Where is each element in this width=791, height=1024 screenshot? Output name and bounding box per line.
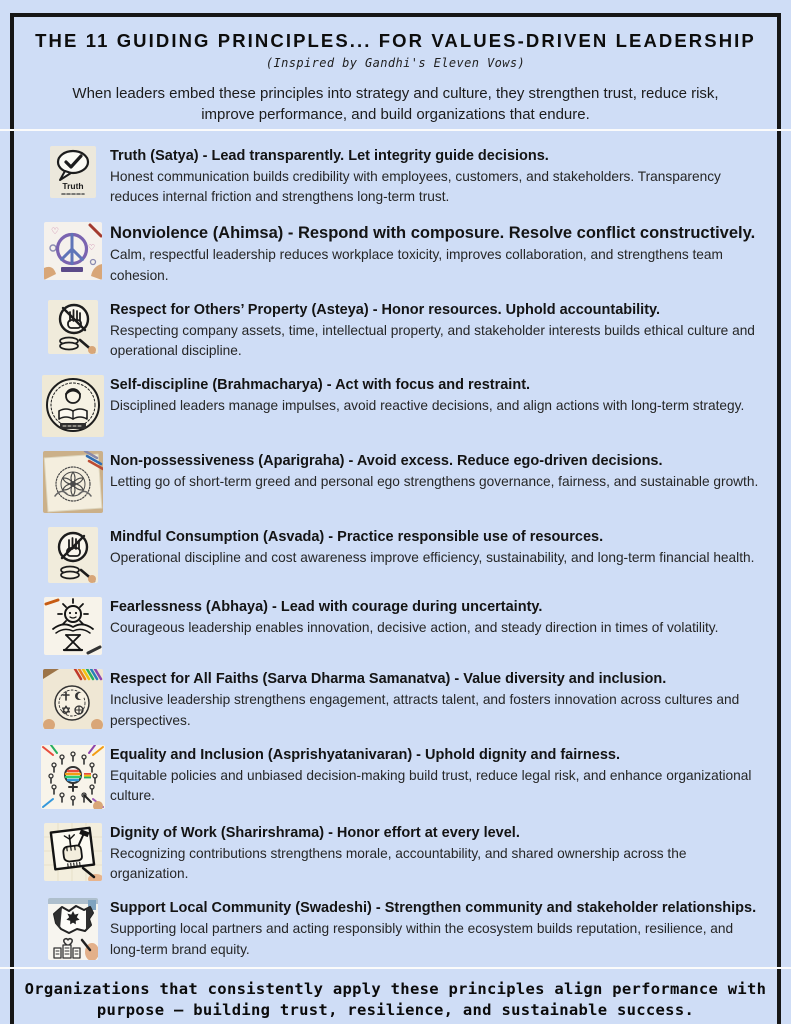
header: [14, 17, 777, 126]
principle-title: Fearlessness (Abhaya) - Lead with courage during uncertainty.: [110, 599, 543, 616]
dignity-of-work-icon: [40, 823, 106, 885]
principles-list: [14, 133, 777, 974]
principle-title: Dignity of Work (Sharirshrama) - Honor effort at every level.: [110, 824, 520, 841]
principle-item-sarva-dharma: [40, 669, 767, 731]
page-title: THE 11 GUIDING PRINCIPLES... FOR VALUES-DRIVEN LEADERSHIP: [35, 30, 756, 51]
principle-title: Non-possessiveness (Aparigraha) - Avoid excess. Reduce ego-driven decisions.: [110, 453, 663, 470]
principle-description: Disciplined leaders manage impulses, avoid reactive decisions, and align actions with long-term strategy.: [110, 398, 745, 414]
footer-text: Organizations that consistently apply these principles align performance with purpose — building trust, resilience, and sustainable success.: [24, 980, 767, 1019]
principle-title: Mindful Consumption (Asvada) - Practice responsible use of resources.: [110, 529, 604, 546]
principle-description: Equitable policies and unbiased decision-making build trust, reduce legal risk, and enhance organizational culture.: [110, 767, 752, 804]
principle-description: Letting go of short-term greed and personal ego strengthens governance, fairness, and sustainable growth.: [110, 474, 759, 490]
svg-text:♡: ♡: [51, 226, 60, 237]
principle-item-equality: [40, 745, 767, 809]
brahmacharya-reading-icon: [40, 375, 106, 437]
principle-item-sharirshrama: [40, 823, 767, 885]
footer-divider: [0, 967, 791, 969]
principle-item-truth: [40, 146, 767, 208]
truth-icon: [40, 146, 106, 208]
abhaya-lion-icon: [40, 597, 106, 655]
equality-inclusion-icon: [40, 745, 106, 809]
principle-description: Inclusive leadership strengthens engagement, attracts talent, and fosters innovation across cultures and perspectives.: [110, 692, 740, 728]
principle-item-brahmacharya: [40, 375, 767, 437]
principle-item-nonviolence: [40, 222, 767, 286]
principle-title: Truth (Satya) - Lead transparently. Let integrity guide decisions.: [110, 148, 549, 164]
principle-description: Honest communication builds credibility with employees, customers, and stakeholders. Transparency reduces internal friction and strengthens long-term trust.: [110, 169, 721, 205]
principle-title: Nonviolence (Ahimsa) - Respond with composure. Resolve conflict constructively.: [110, 223, 756, 242]
principle-title: Self-discipline (Brahmacharya) - Act with focus and restraint.: [110, 377, 531, 394]
principle-item-asvada: [40, 527, 767, 583]
principle-description: Respecting company assets, time, intellectual property, and stakeholder interests builds ethical culture and operational discipline.: [110, 322, 755, 359]
svg-text:Truth: Truth: [62, 181, 84, 191]
asteya-no-touch-icon: [40, 300, 106, 362]
intro-paragraph: When leaders embed these principles into strategy and culture, they strengthen trust, reduce risk, improve performance, and build organizations that endure.: [72, 85, 719, 124]
principle-title: Equality and Inclusion (Asprishyatanivaran) - Uphold dignity and fairness.: [110, 746, 620, 763]
principle-item-asteya: [40, 300, 767, 362]
principle-item-aparigraha: [40, 451, 767, 513]
principle-description: Operational discipline and cost awareness improve efficiency, sustainability, and long-term financial health.: [110, 550, 755, 566]
principle-title: Support Local Community (Swadeshi) - Strengthen community and stakeholder relationships.: [110, 900, 757, 917]
principle-item-swadeshi: [40, 898, 767, 960]
header-divider: [0, 129, 791, 131]
sarva-dharma-faiths-icon: [40, 669, 106, 731]
footer: [0, 971, 791, 1021]
aparigraha-mandala-icon: [40, 451, 106, 513]
principle-title: Respect for All Faiths (Sarva Dharma Samanatva) - Value diversity and inclusion.: [110, 671, 667, 688]
principle-description: Calm, respectful leadership reduces workplace toxicity, improves collaboration, and strengthens team cohesion.: [110, 247, 723, 283]
principle-description: Courageous leadership enables innovation, decisive action, and steady direction in times of volatility.: [110, 620, 719, 636]
principle-item-abhaya: [40, 597, 767, 655]
principle-description: Recognizing contributions strengthens morale, accountability, and shared ownership across the organization.: [110, 845, 687, 882]
swadeshi-canada-icon: [40, 898, 106, 960]
page-subtitle: (Inspired by Gandhi's Eleven Vows): [265, 56, 526, 71]
principle-title: Respect for Others’ Property (Asteya) - Honor resources. Uphold accountability.: [110, 301, 661, 318]
principle-description: Supporting local partners and acting responsibly within the ecosystem builds reputation, resilience, and long-term brand equity.: [110, 921, 734, 957]
svg-text:♡: ♡: [88, 242, 96, 252]
asvada-mindful-icon: [40, 527, 106, 583]
nonviolence-peace-icon: [40, 222, 106, 286]
